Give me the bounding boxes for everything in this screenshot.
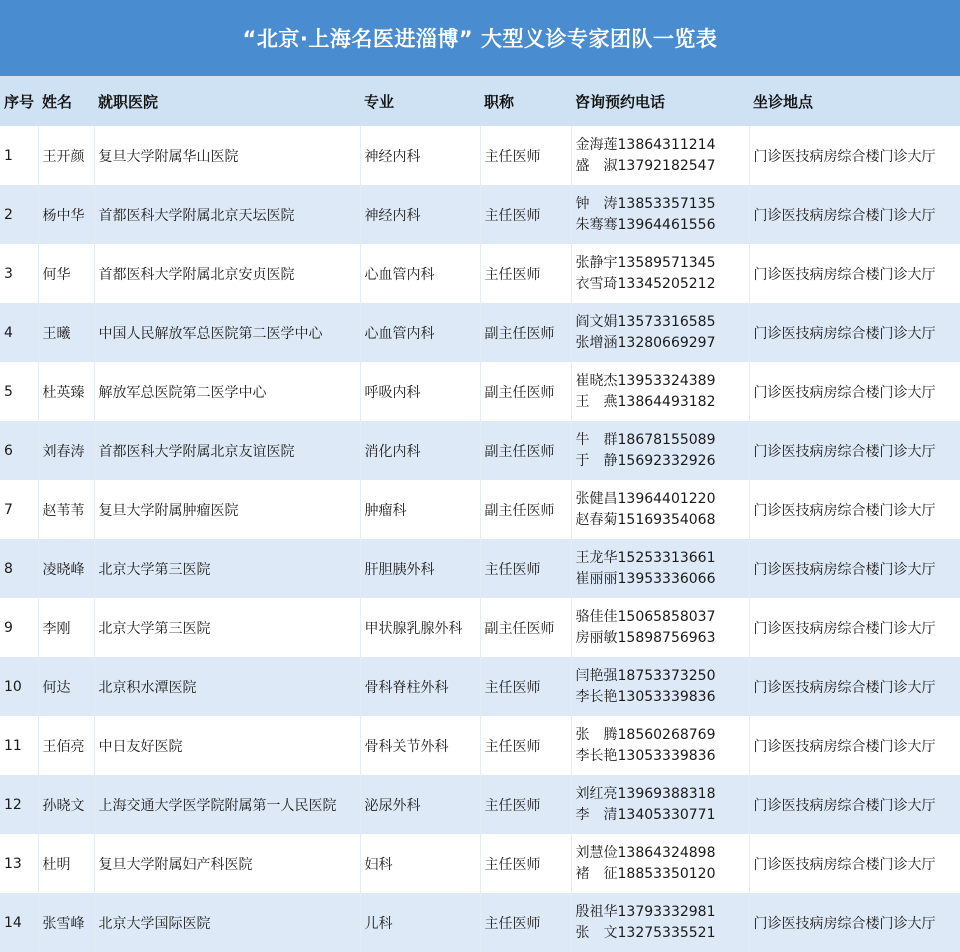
cell-no: 12 <box>0 775 38 834</box>
phone-number: 牛 群18678155089 <box>575 431 716 448</box>
cell-phone <box>571 244 749 303</box>
cell-title: 主任医师 <box>480 893 571 952</box>
cell-dept: 肿瘤科 <box>360 480 480 539</box>
cell-title: 副主任医师 <box>480 480 571 539</box>
cell-dept: 儿科 <box>360 893 480 952</box>
header-title: 职称 <box>484 92 515 111</box>
table-row <box>0 185 960 244</box>
phone-number: 李 清13405330771 <box>575 806 716 823</box>
cell-title: 副主任医师 <box>480 421 571 480</box>
cell-dept: 神经内科 <box>360 185 480 244</box>
phone-number: 房丽敏15898756963 <box>575 629 716 646</box>
cell-location: 门诊医技病房综合楼门诊大厅 <box>753 384 936 401</box>
table-row <box>0 598 960 657</box>
phone-number: 于 静15692332926 <box>575 452 716 469</box>
phone-number: 张增涵13280669297 <box>575 334 716 351</box>
cell-location: 门诊医技病房综合楼门诊大厅 <box>753 266 936 283</box>
cell-phone <box>571 834 749 893</box>
cell-dept: 呼吸内科 <box>360 362 480 421</box>
cell-hospital: 首都医科大学附属北京安贞医院 <box>94 244 360 303</box>
table-row <box>0 893 960 952</box>
table-header-row <box>0 76 960 126</box>
cell-phone <box>571 480 749 539</box>
table-body <box>0 126 960 952</box>
cell-phone <box>571 716 749 775</box>
phone-number: 刘慧俭13864324898 <box>575 844 716 861</box>
cell-name: 何华 <box>38 244 94 303</box>
table-row <box>0 834 960 893</box>
cell-location: 门诊医技病房综合楼门诊大厅 <box>753 856 936 873</box>
table-row <box>0 244 960 303</box>
cell-dept: 骨科关节外科 <box>360 716 480 775</box>
cell-name: 杜英臻 <box>38 362 94 421</box>
cell-no: 7 <box>0 480 38 539</box>
phone-number: 金海莲13864311214 <box>575 136 716 153</box>
cell-dept: 肝胆胰外科 <box>360 539 480 598</box>
table-row <box>0 716 960 775</box>
table-row <box>0 657 960 716</box>
phone-number: 赵春菊15169354068 <box>575 511 716 528</box>
cell-dept: 心血管内科 <box>360 303 480 362</box>
cell-name: 杜明 <box>38 834 94 893</box>
cell-name: 孙晓文 <box>38 775 94 834</box>
cell-title: 副主任医师 <box>480 303 571 362</box>
cell-no: 3 <box>0 244 38 303</box>
cell-location: 门诊医技病房综合楼门诊大厅 <box>753 797 936 814</box>
phone-number: 张健昌13964401220 <box>575 490 716 507</box>
cell-hospital: 解放军总医院第二医学中心 <box>94 362 360 421</box>
phone-number: 王 燕13864493182 <box>575 393 716 410</box>
cell-no: 1 <box>0 126 38 185</box>
cell-hospital: 首都医科大学附属北京友谊医院 <box>94 421 360 480</box>
cell-phone <box>571 893 749 952</box>
cell-location: 门诊医技病房综合楼门诊大厅 <box>753 148 936 165</box>
phone-number: 李长艳13053339836 <box>575 688 716 705</box>
cell-no: 9 <box>0 598 38 657</box>
cell-hospital: 复旦大学附属妇产科医院 <box>94 834 360 893</box>
phone-number: 崔丽丽13953336066 <box>575 570 716 587</box>
phone-number: 衣雪琦13345205212 <box>575 275 716 292</box>
cell-name: 李刚 <box>38 598 94 657</box>
phone-number: 殷祖华13793332981 <box>575 903 716 920</box>
cell-hospital: 上海交通大学医学院附属第一人民医院 <box>94 775 360 834</box>
header-phone: 咨询预约电话 <box>575 92 666 111</box>
cell-title: 主任医师 <box>480 716 571 775</box>
expert-table <box>0 76 960 952</box>
cell-name: 张雪峰 <box>38 893 94 952</box>
cell-name: 王开颜 <box>38 126 94 185</box>
cell-hospital: 复旦大学附属华山医院 <box>94 126 360 185</box>
cell-no: 14 <box>0 893 38 952</box>
cell-hospital: 中国人民解放军总医院第二医学中心 <box>94 303 360 362</box>
cell-no: 8 <box>0 539 38 598</box>
cell-phone <box>571 185 749 244</box>
cell-no: 4 <box>0 303 38 362</box>
cell-location: 门诊医技病房综合楼门诊大厅 <box>753 207 936 224</box>
cell-dept: 泌尿外科 <box>360 775 480 834</box>
cell-title: 主任医师 <box>480 657 571 716</box>
phone-number: 闫艳强18753373250 <box>575 667 716 684</box>
header-location: 坐诊地点 <box>753 92 814 111</box>
cell-hospital: 北京大学第三医院 <box>94 539 360 598</box>
cell-name: 杨中华 <box>38 185 94 244</box>
cell-phone <box>571 362 749 421</box>
cell-title: 主任医师 <box>480 775 571 834</box>
cell-location: 门诊医技病房综合楼门诊大厅 <box>753 325 936 342</box>
cell-title: 副主任医师 <box>480 362 571 421</box>
phone-number: 刘红亮13969388318 <box>575 785 716 802</box>
header-no: 序号 <box>4 92 35 111</box>
cell-title: 主任医师 <box>480 126 571 185</box>
cell-title: 主任医师 <box>480 185 571 244</box>
table-title <box>0 0 960 76</box>
cell-no: 5 <box>0 362 38 421</box>
cell-location: 门诊医技病房综合楼门诊大厅 <box>753 561 936 578</box>
phone-number: 崔晓杰13953324389 <box>575 372 716 389</box>
cell-hospital: 首都医科大学附属北京天坛医院 <box>94 185 360 244</box>
cell-dept: 骨科脊柱外科 <box>360 657 480 716</box>
cell-location: 门诊医技病房综合楼门诊大厅 <box>753 679 936 696</box>
cell-phone <box>571 598 749 657</box>
header-name: 姓名 <box>42 92 73 111</box>
cell-phone <box>571 657 749 716</box>
cell-phone <box>571 126 749 185</box>
cell-no: 13 <box>0 834 38 893</box>
table-title-text: “北京·上海名医进淄博” 大型义诊专家团队一览表 <box>242 27 718 51</box>
cell-no: 10 <box>0 657 38 716</box>
cell-location: 门诊医技病房综合楼门诊大厅 <box>753 738 936 755</box>
cell-name: 王曦 <box>38 303 94 362</box>
cell-phone <box>571 421 749 480</box>
cell-location: 门诊医技病房综合楼门诊大厅 <box>753 502 936 519</box>
phone-number: 褚 征18853350120 <box>575 865 716 882</box>
phone-number: 李长艳13053339836 <box>575 747 716 764</box>
cell-name: 王佰亮 <box>38 716 94 775</box>
table-row <box>0 303 960 362</box>
cell-no: 11 <box>0 716 38 775</box>
phone-number: 钟 涛13853357135 <box>575 195 716 212</box>
cell-dept: 心血管内科 <box>360 244 480 303</box>
phone-number: 张静宇13589571345 <box>575 254 716 271</box>
cell-title: 副主任医师 <box>480 598 571 657</box>
cell-location: 门诊医技病房综合楼门诊大厅 <box>753 620 936 637</box>
table-row <box>0 480 960 539</box>
table-row <box>0 421 960 480</box>
table-row <box>0 775 960 834</box>
phone-number: 王龙华15253313661 <box>575 549 716 566</box>
header-hospital: 就职医院 <box>98 92 159 111</box>
cell-phone <box>571 539 749 598</box>
phone-number: 盛 淑13792182547 <box>575 157 716 174</box>
cell-no: 2 <box>0 185 38 244</box>
cell-location: 门诊医技病房综合楼门诊大厅 <box>753 915 936 932</box>
header-dept: 专业 <box>364 92 395 111</box>
phone-number: 朱骞骞13964461556 <box>575 216 716 233</box>
cell-name: 赵苇苇 <box>38 480 94 539</box>
cell-hospital: 北京大学国际医院 <box>94 893 360 952</box>
cell-hospital: 中日友好医院 <box>94 716 360 775</box>
cell-name: 刘春涛 <box>38 421 94 480</box>
cell-hospital: 北京积水潭医院 <box>94 657 360 716</box>
cell-name: 凌晓峰 <box>38 539 94 598</box>
phone-number: 骆佳佳15065858037 <box>575 608 716 625</box>
table-row <box>0 539 960 598</box>
cell-no: 6 <box>0 421 38 480</box>
cell-hospital: 北京大学第三医院 <box>94 598 360 657</box>
cell-title: 主任医师 <box>480 539 571 598</box>
cell-dept: 甲状腺乳腺外科 <box>360 598 480 657</box>
cell-dept: 消化内科 <box>360 421 480 480</box>
cell-dept: 妇科 <box>360 834 480 893</box>
cell-phone <box>571 303 749 362</box>
cell-phone <box>571 775 749 834</box>
table-row <box>0 126 960 185</box>
cell-location: 门诊医技病房综合楼门诊大厅 <box>753 443 936 460</box>
cell-dept: 神经内科 <box>360 126 480 185</box>
cell-name: 何达 <box>38 657 94 716</box>
phone-number: 阎文娟13573316585 <box>575 313 716 330</box>
phone-number: 张 文13275335521 <box>575 924 716 941</box>
phone-number: 张 腾18560268769 <box>575 726 716 743</box>
cell-title: 主任医师 <box>480 244 571 303</box>
cell-title: 主任医师 <box>480 834 571 893</box>
table-row <box>0 362 960 421</box>
cell-hospital: 复旦大学附属肿瘤医院 <box>94 480 360 539</box>
